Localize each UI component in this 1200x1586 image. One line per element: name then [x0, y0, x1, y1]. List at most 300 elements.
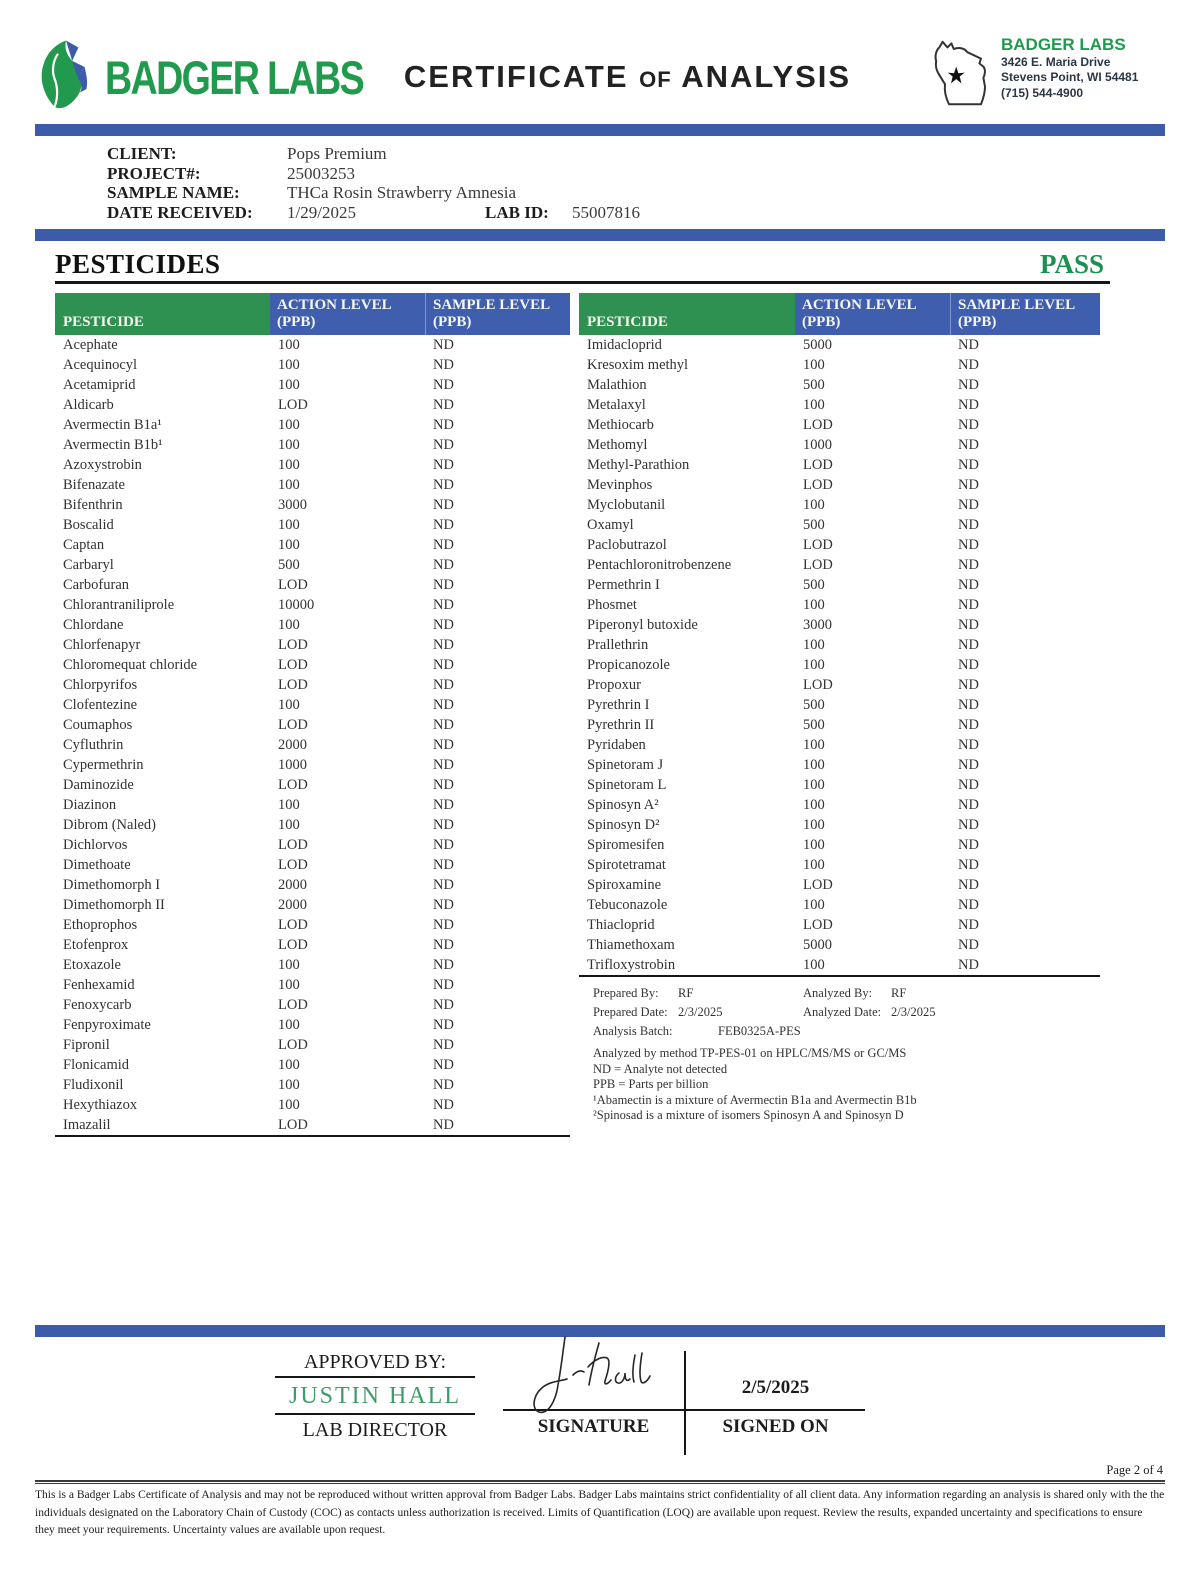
table-row — [55, 975, 570, 995]
action-level-value: 100 — [278, 1056, 300, 1073]
signature-image — [521, 1329, 671, 1421]
sample-level-value: ND — [433, 896, 454, 913]
sample-level-value: ND — [433, 1036, 454, 1053]
action-level-value: 1000 — [803, 436, 832, 453]
pesticide-name: Fenoxycarb — [63, 996, 132, 1013]
table-row — [579, 355, 1100, 375]
pesticide-name: Dimethomorph I — [63, 876, 161, 893]
table-row — [579, 695, 1100, 715]
pesticide-name: Cyfluthrin — [63, 736, 124, 753]
pesticide-name: Propoxur — [587, 676, 641, 693]
pesticide-name: Oxamyl — [587, 516, 634, 533]
table-row — [55, 735, 570, 755]
action-level-value: LOD — [278, 776, 308, 793]
action-level-value: LOD — [278, 396, 308, 413]
action-level-value: 500 — [803, 696, 825, 713]
table-row — [579, 635, 1100, 655]
whitespace — [35, 1137, 1165, 1325]
brand-logo — [35, 39, 364, 116]
table-body — [579, 335, 1100, 975]
sample-level-value: ND — [958, 876, 979, 893]
pesticide-name: Ethoprophos — [63, 916, 138, 933]
pesticide-name: Propicanozole — [587, 656, 670, 673]
leaf-logo-icon — [35, 39, 97, 116]
action-level-value: 100 — [278, 336, 300, 353]
date-received-value: 1/29/2025 — [287, 202, 356, 222]
action-level-value: LOD — [803, 476, 833, 493]
sample-level-value: ND — [433, 856, 454, 873]
table-row — [55, 1095, 570, 1115]
pesticide-name: Thiamethoxam — [587, 936, 675, 953]
pesticide-name: Kresoxim methyl — [587, 356, 689, 373]
table-row — [579, 375, 1100, 395]
action-level-value: 100 — [803, 636, 825, 653]
pesticide-name: Prallethrin — [587, 636, 649, 653]
pesticide-name: Spinosyn D² — [587, 816, 660, 833]
pesticide-name: Avermectin B1a¹ — [63, 416, 162, 433]
sample-level-value: ND — [433, 416, 454, 433]
pesticide-name: Chlorfenapyr — [63, 636, 141, 653]
sample-level-value: ND — [433, 356, 454, 373]
client-row — [107, 144, 1165, 164]
sample-level-value: ND — [958, 956, 979, 973]
client-value: Pops Premium — [287, 144, 387, 163]
action-level-value: 100 — [278, 356, 300, 373]
action-level-value: 100 — [803, 796, 825, 813]
sample-level-value: ND — [433, 696, 454, 713]
sample-level-value: ND — [958, 356, 979, 373]
pesticide-name: Tebuconazole — [587, 896, 668, 913]
sample-level-value: ND — [433, 396, 454, 413]
table-row — [55, 755, 570, 775]
pesticide-name: Daminozide — [63, 776, 134, 793]
sample-level-value: ND — [958, 456, 979, 473]
table-row — [579, 775, 1100, 795]
sample-level-value: ND — [433, 596, 454, 613]
sample-level-value: ND — [433, 956, 454, 973]
lab-id-value: 55007816 — [572, 202, 640, 222]
action-level-value: LOD — [278, 636, 308, 653]
sample-level-value: ND — [958, 796, 979, 813]
table-row — [55, 475, 570, 495]
pesticide-name: Chlorantraniliprole — [63, 596, 175, 613]
pesticide-table-left — [55, 293, 570, 1137]
action-level-value: 100 — [803, 776, 825, 793]
nd-definition: ND = Analyte not detected — [593, 1061, 728, 1076]
action-level-value: 3000 — [278, 496, 307, 513]
table-row — [579, 735, 1100, 755]
action-level-value: 100 — [278, 696, 300, 713]
prepared-analyzed-by-row — [593, 984, 1100, 1003]
table-row — [55, 615, 570, 635]
pesticide-name: Aldicarb — [63, 396, 114, 413]
footer-divider — [35, 1480, 1165, 1484]
table-row — [55, 515, 570, 535]
table-row — [579, 575, 1100, 595]
sample-level-value: ND — [433, 736, 454, 753]
document-title: CERTIFICATE OF ANALYSIS — [403, 59, 852, 94]
sample-name-value: THCa Rosin Strawberry Amnesia — [287, 183, 516, 202]
analyzed-date-value: 2/3/2025 — [891, 1005, 936, 1019]
prepared-by-label: Prepared By: — [593, 986, 659, 1000]
table-row — [55, 375, 570, 395]
sample-level-value: ND — [433, 556, 454, 573]
pesticide-name: Chloromequat chloride — [63, 656, 198, 673]
action-level-value: LOD — [803, 536, 833, 553]
table-row — [55, 415, 570, 435]
sample-level-value: ND — [433, 436, 454, 453]
table-row — [579, 755, 1100, 775]
action-level-value: LOD — [803, 676, 833, 693]
action-level-value: 2000 — [278, 876, 307, 893]
action-level-value: 100 — [278, 956, 300, 973]
table-row — [579, 335, 1100, 355]
pesticide-tables — [55, 293, 1165, 1137]
pesticide-name: Bifenazate — [63, 476, 125, 493]
pesticide-name: Diazinon — [63, 796, 117, 813]
action-level-value: 100 — [278, 536, 300, 553]
signature-label: SIGNATURE — [537, 1416, 650, 1437]
action-level-value: 500 — [803, 716, 825, 733]
project-value: 25003253 — [287, 163, 355, 183]
pesticide-name: Methiocarb — [587, 416, 654, 433]
sample-level-value: ND — [958, 856, 979, 873]
client-label: CLIENT: — [107, 144, 177, 163]
pesticide-name: Flonicamid — [63, 1056, 130, 1073]
signature-cell — [503, 1351, 684, 1455]
table-row — [579, 595, 1100, 615]
sample-level-value: ND — [958, 576, 979, 593]
table-row — [579, 955, 1100, 975]
sample-level-value: ND — [433, 916, 454, 933]
action-level-value: 5000 — [803, 936, 832, 953]
table-row — [55, 775, 570, 795]
approval-block — [275, 1351, 1165, 1455]
sample-level-value: ND — [958, 536, 979, 553]
table-row — [55, 575, 570, 595]
sample-level-value: ND — [958, 396, 979, 413]
action-level-value: 100 — [803, 756, 825, 773]
table-row — [55, 1075, 570, 1095]
lab-address-line1: 3426 E. Maria Drive — [1001, 54, 1111, 69]
sample-level-value: ND — [433, 336, 454, 353]
table-row — [55, 855, 570, 875]
table-row — [579, 515, 1100, 535]
approver-name: JUSTIN HALL — [275, 1378, 475, 1415]
client-info-block — [35, 136, 1165, 229]
pesticide-name: Hexythiazox — [63, 1096, 138, 1113]
pesticide-name: Carbaryl — [63, 556, 114, 573]
action-level-value: 100 — [803, 896, 825, 913]
section-heading — [55, 249, 1110, 284]
pesticide-name: Methomyl — [587, 436, 648, 453]
action-level-value: 100 — [278, 976, 300, 993]
action-level-value: 3000 — [803, 616, 832, 633]
sample-level-value: ND — [958, 636, 979, 653]
table-row — [579, 455, 1100, 475]
pesticide-name: Clofentezine — [63, 696, 138, 713]
action-level-value: LOD — [278, 656, 308, 673]
approved-by-block — [275, 1351, 475, 1455]
action-level-value: 100 — [803, 396, 825, 413]
action-level-value: 100 — [278, 1016, 300, 1033]
table-row — [55, 895, 570, 915]
pesticide-name: Pyridaben — [587, 736, 646, 753]
prepared-date-label: Prepared Date: — [593, 1005, 668, 1019]
pesticide-name: Etofenprox — [63, 936, 129, 953]
action-level-value: 100 — [278, 1076, 300, 1093]
table-row — [579, 815, 1100, 835]
sample-level-value: ND — [958, 556, 979, 573]
action-level-value: LOD — [278, 576, 308, 593]
pesticide-name: Trifloxystrobin — [587, 956, 676, 973]
document-header — [35, 34, 1165, 120]
analysis-notes — [579, 977, 1100, 1124]
pesticide-name: Mevinphos — [587, 476, 653, 493]
sample-level-value: ND — [958, 716, 979, 733]
action-level-value: LOD — [803, 916, 833, 933]
sample-level-value: ND — [433, 936, 454, 953]
pesticide-name: Paclobutrazol — [587, 536, 667, 553]
sample-level-value: ND — [958, 656, 979, 673]
sample-level-value: ND — [958, 516, 979, 533]
table-row — [55, 1015, 570, 1035]
analysis-batch-value: FEB0325A-PES — [718, 1024, 801, 1038]
table-row — [55, 995, 570, 1015]
action-level-value: 100 — [803, 356, 825, 373]
table-row — [579, 855, 1100, 875]
date-received-row — [107, 203, 1165, 223]
column-header-action-level: ACTION LEVEL (PPB) — [795, 293, 950, 335]
sample-level-value: ND — [433, 1096, 454, 1113]
sample-level-value: ND — [433, 1056, 454, 1073]
table-row — [579, 655, 1100, 675]
action-level-value: 10000 — [278, 596, 315, 613]
sample-level-value: ND — [958, 896, 979, 913]
certificate-page — [0, 34, 1200, 1540]
sample-level-value: ND — [433, 1016, 454, 1033]
sample-level-value: ND — [958, 436, 979, 453]
sample-level-value: ND — [958, 596, 979, 613]
sample-level-value: ND — [958, 616, 979, 633]
pesticide-name: Bifenthrin — [63, 496, 123, 513]
pesticide-name: Spiroxamine — [587, 876, 662, 893]
table-body — [55, 335, 570, 1135]
table-row — [55, 1115, 570, 1135]
action-level-value: 100 — [278, 476, 300, 493]
table-row — [55, 675, 570, 695]
action-level-value: 100 — [803, 736, 825, 753]
table-row — [55, 875, 570, 895]
project-row — [107, 164, 1165, 184]
table-row — [579, 475, 1100, 495]
pesticide-name: Spinosyn A² — [587, 796, 659, 813]
prepared-analyzed-date-row — [593, 1003, 1100, 1022]
sample-level-value: ND — [433, 836, 454, 853]
action-level-value: LOD — [803, 556, 833, 573]
sample-level-value: ND — [958, 336, 979, 353]
status-badge: PASS — [1039, 249, 1104, 279]
table-row — [55, 655, 570, 675]
sample-level-value: ND — [433, 536, 454, 553]
action-level-value: LOD — [803, 876, 833, 893]
pesticide-name: Captan — [63, 536, 105, 553]
action-level-value: 100 — [803, 836, 825, 853]
sample-level-value: ND — [433, 616, 454, 633]
sample-level-value: ND — [958, 756, 979, 773]
pesticide-name: Acequinocyl — [63, 356, 138, 373]
table-row — [55, 555, 570, 575]
signed-on-label: SIGNED ON — [722, 1416, 829, 1437]
column-header-pesticide: PESTICIDE — [55, 293, 270, 335]
pesticide-name: Etoxazole — [63, 956, 121, 973]
action-level-value: 100 — [803, 856, 825, 873]
action-level-value: LOD — [278, 1036, 308, 1053]
pesticide-name: Chlordane — [63, 616, 124, 633]
action-level-value: LOD — [278, 996, 308, 1013]
table-row — [579, 935, 1100, 955]
approved-by-label: APPROVED BY: — [275, 1351, 475, 1378]
table-row — [579, 715, 1100, 735]
action-level-value: 100 — [278, 376, 300, 393]
action-level-value: LOD — [278, 1116, 308, 1133]
table-row — [579, 675, 1100, 695]
analysis-batch-label: Analysis Batch: — [593, 1024, 673, 1038]
action-level-value: 5000 — [803, 336, 832, 353]
sample-level-value: ND — [433, 816, 454, 833]
lab-address-line2: Stevens Point, WI 54481 — [1001, 70, 1139, 84]
action-level-value: 100 — [278, 816, 300, 833]
sample-level-value: ND — [433, 376, 454, 393]
analyzed-date-label: Analyzed Date: — [803, 1005, 882, 1019]
pesticide-name: Imidacloprid — [587, 336, 662, 353]
action-level-value: 500 — [803, 576, 825, 593]
sample-level-value: ND — [433, 976, 454, 993]
page-number: Page 2 of 4 — [1106, 1463, 1163, 1477]
sample-name-label: SAMPLE NAME: — [107, 183, 240, 202]
sample-level-value: ND — [433, 576, 454, 593]
column-header-action-level: ACTION LEVEL (PPB) — [270, 293, 425, 335]
action-level-value: 100 — [803, 656, 825, 673]
ppb-definition: PPB = Parts per billion — [593, 1077, 709, 1091]
pesticide-name: Dimethoate — [63, 856, 131, 873]
table-row — [55, 795, 570, 815]
table-header — [579, 293, 1100, 335]
pesticide-name: Acephate — [63, 336, 118, 353]
table-row — [55, 1035, 570, 1055]
date-received-label: DATE RECEIVED: — [107, 202, 253, 222]
column-header-sample-level: SAMPLE LEVEL (PPB) — [950, 293, 1100, 335]
divider-bar-client — [35, 229, 1165, 241]
prepared-by-value: RF — [678, 986, 694, 1000]
table-row — [579, 415, 1100, 435]
signature-table — [503, 1351, 865, 1455]
table-row — [579, 495, 1100, 515]
sample-level-value: ND — [958, 416, 979, 433]
action-level-value: LOD — [278, 716, 308, 733]
pesticide-name: Phosmet — [587, 596, 637, 613]
sample-level-value: ND — [958, 836, 979, 853]
action-level-value: 1000 — [278, 756, 307, 773]
pesticide-name: Cypermethrin — [63, 756, 144, 773]
action-level-value: 100 — [278, 516, 300, 533]
brand-name: BADGER LABS — [105, 50, 364, 104]
table-row — [55, 835, 570, 855]
method-and-definitions — [593, 1046, 1100, 1124]
pesticide-name: Spiromesifen — [587, 836, 665, 853]
sample-level-value: ND — [958, 696, 979, 713]
approver-title: LAB DIRECTOR — [302, 1419, 448, 1441]
action-level-value: LOD — [278, 936, 308, 953]
project-label: PROJECT#: — [107, 163, 201, 183]
divider-bar-top — [35, 124, 1165, 136]
pesticide-name: Piperonyl butoxide — [587, 616, 698, 633]
sample-level-value: ND — [433, 776, 454, 793]
pesticide-name: Azoxystrobin — [63, 456, 142, 473]
sample-level-value: ND — [433, 796, 454, 813]
pesticide-name: Spirotetramat — [587, 856, 666, 873]
action-level-value: 100 — [278, 616, 300, 633]
action-level-value: 2000 — [278, 896, 307, 913]
table-header — [55, 293, 570, 335]
signed-date: 2/5/2025 — [741, 1377, 810, 1398]
lab-address-block — [925, 35, 1165, 120]
wisconsin-state-icon — [925, 35, 997, 120]
action-level-value: LOD — [278, 836, 308, 853]
action-level-value: 100 — [278, 456, 300, 473]
table-row — [55, 1055, 570, 1075]
pesticide-name: Malathion — [587, 376, 647, 393]
table-row — [55, 955, 570, 975]
table-row — [579, 555, 1100, 575]
sample-level-value: ND — [433, 996, 454, 1013]
sample-level-value: ND — [958, 936, 979, 953]
pesticide-name: Pentachloronitrobenzene — [587, 556, 732, 573]
sample-level-value: ND — [433, 516, 454, 533]
table-row — [55, 915, 570, 935]
action-level-value: 2000 — [278, 736, 307, 753]
pesticide-name: Pyrethrin II — [587, 716, 655, 733]
action-level-value: LOD — [803, 456, 833, 473]
sample-level-value: ND — [958, 376, 979, 393]
sample-level-value: ND — [433, 876, 454, 893]
sample-level-value: ND — [433, 676, 454, 693]
table-row — [579, 875, 1100, 895]
pesticide-name: Fipronil — [63, 1036, 110, 1053]
action-level-value: 100 — [278, 796, 300, 813]
pesticide-name: Fludixonil — [63, 1076, 124, 1093]
table-row — [579, 795, 1100, 815]
action-level-value: 100 — [803, 956, 825, 973]
signed-on-cell — [684, 1351, 865, 1455]
table-row — [55, 935, 570, 955]
right-column — [579, 293, 1100, 1137]
pesticide-name: Imazalil — [63, 1116, 111, 1133]
table-row — [579, 615, 1100, 635]
action-level-value: LOD — [278, 856, 308, 873]
analysis-batch-row — [593, 1022, 1100, 1041]
sample-level-value: ND — [958, 816, 979, 833]
column-header-pesticide: PESTICIDE — [579, 293, 795, 335]
action-level-value: LOD — [278, 676, 308, 693]
pesticide-name: Coumaphos — [63, 716, 133, 733]
pesticide-name: Dibrom (Naled) — [63, 816, 157, 833]
section-title: PESTICIDES — [55, 249, 221, 279]
sample-level-value: ND — [958, 676, 979, 693]
pesticide-name: Dimethomorph II — [63, 896, 165, 913]
pesticide-name: Spinetoram J — [587, 756, 664, 773]
table-row — [55, 395, 570, 415]
